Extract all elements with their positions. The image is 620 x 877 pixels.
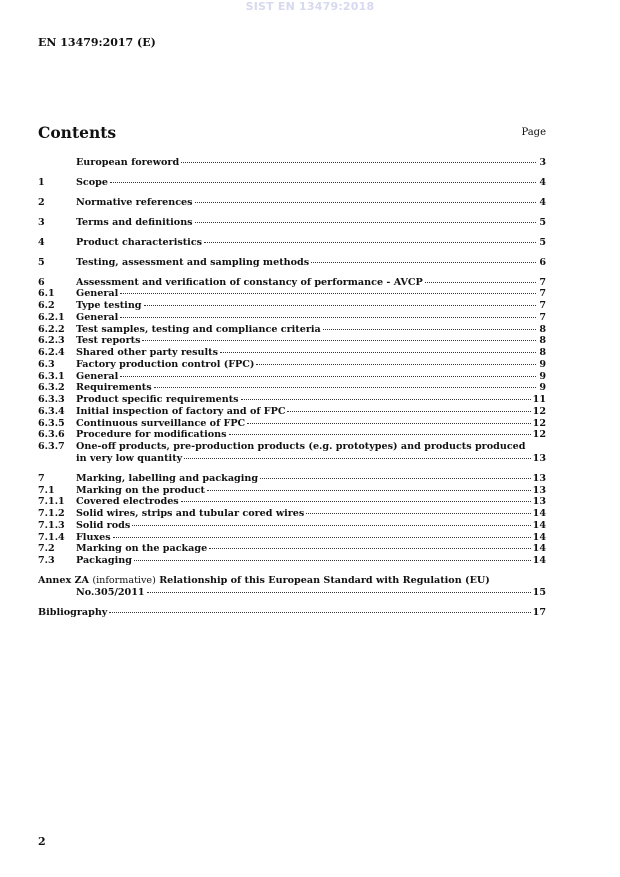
toc-entry[interactable]: [38, 429, 546, 441]
toc-entry[interactable]: [38, 555, 546, 567]
toc-entry-title: Marking on the product: [76, 484, 205, 496]
toc-entry-number: 6.3.5: [38, 417, 65, 429]
toc-entry-number: 7.1.1: [38, 496, 65, 508]
toc-entry-number: 7.1.2: [38, 508, 65, 520]
toc-leader-dots: [256, 364, 536, 365]
toc-entry-number: 7.3: [38, 555, 55, 567]
toc-entry[interactable]: [38, 300, 546, 312]
toc-leader-dots: [147, 592, 531, 593]
toc-entry[interactable]: [38, 441, 546, 453]
toc-leader-dots: [120, 317, 536, 318]
toc-entry[interactable]: [38, 508, 546, 520]
toc-entry[interactable]: [38, 543, 546, 555]
toc-entry-title: Assessment and verification of constancy of performance - AVCP: [76, 276, 423, 288]
toc-entry-page: 9: [539, 370, 546, 382]
toc-entry-title: Testing, assessment and sampling methods: [76, 256, 310, 268]
toc-entry-title: General: [76, 311, 119, 323]
toc-entry-number: 6: [38, 276, 45, 288]
toc-entry-title: Type testing: [76, 300, 142, 312]
toc-entry-number: 7.1.3: [38, 519, 65, 531]
toc-entry[interactable]: [38, 394, 546, 406]
toc-entry-page: 14: [532, 555, 546, 567]
annex-title: Relationship of this European Standard with Regulation (EU): [159, 575, 490, 586]
toc-entry-number: 6.2: [38, 300, 55, 312]
toc-entry-title: Fluxes: [76, 531, 111, 543]
toc-entry-title: Normative references: [76, 196, 193, 208]
toc-entry-number: 7.2: [38, 543, 55, 555]
toc-entry-title: General: [76, 370, 119, 382]
toc-entry-title: in very low quantity: [76, 452, 183, 464]
toc-leader-dots: [154, 387, 536, 388]
toc-entry[interactable]: [38, 347, 546, 359]
toc-entry-page: 13: [532, 472, 546, 484]
toc-leader-dots: [323, 329, 536, 330]
toc-entry-page: 5: [539, 236, 546, 248]
toc-entry-page: 12: [532, 417, 546, 429]
toc-entry[interactable]: [38, 371, 546, 383]
toc-entry[interactable]: [38, 520, 546, 532]
toc-entry-page: 12: [532, 429, 546, 441]
toc-leader-dots: [181, 162, 536, 163]
toc-entry-title: One-off products, pre-production products (e.g. prototypes) and products produced: [76, 441, 526, 453]
toc-leader-dots: [184, 458, 530, 459]
toc-leader-dots: [134, 560, 531, 561]
toc-entry-page: 12: [532, 405, 546, 417]
toc-entry[interactable]: [38, 335, 546, 347]
toc-entry[interactable]: [38, 177, 546, 189]
toc-entry[interactable]: [38, 406, 546, 418]
toc-entry-page: 9: [539, 382, 546, 394]
toc-leader-dots: [181, 501, 531, 502]
toc-leader-dots: [220, 352, 536, 353]
toc-entry-title: Marking, labelling and packaging: [76, 472, 259, 484]
toc-leader-dots: [209, 548, 530, 549]
toc-entry[interactable]: [38, 485, 546, 497]
toc-leader-dots: [260, 478, 531, 479]
page-number: 2: [38, 835, 46, 848]
toc-entry-title: Factory production control (FPC): [76, 358, 255, 370]
toc-entry-number: 6.3: [38, 358, 55, 370]
toc-leader-dots: [311, 262, 536, 263]
toc-entry[interactable]: [38, 324, 546, 336]
contents-title: Contents: [38, 123, 117, 142]
toc-leader-dots: [241, 399, 531, 400]
toc-entry-page: 6: [539, 256, 546, 268]
toc-entry-title: European foreword: [76, 157, 180, 168]
toc-entry-number: 6.3.1: [38, 370, 65, 382]
toc-entry-page: 4: [539, 176, 546, 188]
toc-entry[interactable]: [38, 197, 546, 209]
toc-leader-dots: [109, 612, 530, 613]
toc-entry-page: 9: [539, 358, 546, 370]
watermark: SIST EN 13479:2018: [245, 0, 375, 13]
toc-entry-page: 7: [539, 288, 546, 300]
toc-entry-title: Product characteristics: [76, 236, 203, 248]
toc-leader-dots: [287, 411, 530, 412]
toc-entry[interactable]: [38, 277, 546, 289]
toc-entry[interactable]: [38, 532, 546, 544]
toc-entry-number: 7.1.4: [38, 531, 65, 543]
toc-annex-entry[interactable]: [38, 575, 546, 599]
toc-leader-dots: [110, 182, 536, 183]
toc-entry[interactable]: [38, 453, 546, 465]
toc-list: [38, 157, 546, 567]
toc-entry-number: 7: [38, 472, 45, 484]
toc-entry-title: Covered electrodes: [76, 496, 179, 508]
document-id: EN 13479:2017 (E): [38, 36, 156, 49]
toc-entry-title: General: [76, 288, 119, 300]
toc-entry-page: 7: [539, 276, 546, 288]
toc-entry-title: Requirements: [76, 382, 152, 394]
toc-entry-number: 6.2.1: [38, 311, 65, 323]
toc-leader-dots: [204, 242, 536, 243]
toc-entry[interactable]: [38, 288, 546, 300]
toc-entry-page: 13: [532, 452, 546, 464]
annex-title-cont: No.305/2011: [76, 586, 145, 598]
toc-entry-page: 5: [539, 216, 546, 228]
toc-entry-number: 6.2.2: [38, 323, 65, 335]
toc-entry-number: 4: [38, 236, 45, 248]
toc-entry[interactable]: [38, 312, 546, 324]
toc-entry-title: Terms and definitions: [76, 216, 193, 228]
toc-leader-dots: [425, 282, 536, 283]
toc-entry-number: 6.3.6: [38, 429, 65, 441]
toc-entry-page: 14: [532, 531, 546, 543]
table-of-contents: [38, 157, 546, 618]
toc-entry-page: 8: [539, 335, 546, 347]
toc-entry-number: 6.2.3: [38, 335, 65, 347]
toc-entry[interactable]: [38, 382, 546, 394]
toc-entry-page: 3: [539, 157, 546, 168]
toc-leader-dots: [229, 434, 531, 435]
annex-label: Annex ZA: [38, 575, 90, 586]
toc-entry[interactable]: [38, 257, 546, 269]
toc-entry-title: Scope: [76, 176, 108, 188]
bibliography-title: Bibliography: [38, 606, 108, 618]
toc-entry-title: Marking on the package: [76, 543, 208, 555]
toc-entry-page: 8: [539, 323, 546, 335]
toc-entry-page: 11: [532, 394, 546, 406]
toc-leader-dots: [306, 513, 530, 514]
toc-leader-dots: [195, 202, 536, 203]
toc-entry-page: 14: [532, 543, 546, 555]
toc-entry-title: Test samples, testing and compliance criteria: [76, 323, 321, 335]
toc-entry-title: Test reports: [76, 335, 141, 347]
toc-entry[interactable]: [38, 237, 546, 249]
toc-leader-dots: [113, 537, 531, 538]
toc-leader-dots: [144, 305, 536, 306]
toc-entry-title: Shared other party results: [76, 347, 218, 359]
toc-entry-page: 7: [539, 300, 546, 312]
toc-entry-number: 7.1: [38, 484, 55, 496]
toc-entry-page: 8: [539, 347, 546, 359]
toc-leader-dots: [142, 340, 536, 341]
toc-bibliography-entry[interactable]: [38, 607, 546, 619]
toc-entry-page: 13: [532, 484, 546, 496]
toc-entry-title: Procedure for modifications: [76, 429, 227, 441]
toc-entry[interactable]: [38, 418, 546, 430]
toc-entry-number: 6.1: [38, 288, 55, 300]
toc-entry-number: 6.2.4: [38, 347, 65, 359]
toc-leader-dots: [120, 376, 536, 377]
toc-leader-dots: [207, 490, 531, 491]
toc-entry-page: 13: [532, 496, 546, 508]
bibliography-page: 17: [532, 606, 546, 618]
toc-entry-number: 6.3.4: [38, 405, 65, 417]
toc-entry[interactable]: [38, 217, 546, 229]
annex-qualifier: (informative): [92, 575, 156, 586]
toc-entry-number: 3: [38, 216, 45, 228]
toc-entry[interactable]: [38, 359, 546, 371]
toc-leader-dots: [247, 423, 530, 424]
toc-entry-title: Solid rods: [76, 519, 131, 531]
annex-page: 15: [532, 586, 546, 598]
toc-leader-dots: [195, 222, 536, 223]
toc-entry-title: Packaging: [76, 555, 132, 567]
toc-entry-title: Product specific requirements: [76, 394, 239, 406]
toc-leader-dots: [132, 525, 530, 526]
toc-entry[interactable]: [38, 473, 546, 485]
toc-entry-title: Solid wires, strips and tubular cored wires: [76, 508, 305, 520]
toc-entry-title: Initial inspection of factory and of FPC: [76, 405, 286, 417]
toc-entry-page: 14: [532, 519, 546, 531]
toc-entry-page: 14: [532, 508, 546, 520]
toc-entry-page: 4: [539, 196, 546, 208]
toc-entry-number: 6.3.3: [38, 394, 65, 406]
toc-entry-number: 5: [38, 256, 45, 268]
toc-entry[interactable]: [38, 157, 546, 169]
toc-entry-number: 6.3.7: [38, 441, 65, 453]
toc-entry[interactable]: [38, 496, 546, 508]
toc-leader-dots: [120, 293, 536, 294]
toc-entry-title: Continuous surveillance of FPC: [76, 417, 246, 429]
toc-entry-number: 6.3.2: [38, 382, 65, 394]
toc-entry-page: 7: [539, 311, 546, 323]
page-column-label: Page: [521, 127, 546, 138]
toc-entry-number: 1: [38, 176, 45, 188]
toc-entry-number: 2: [38, 196, 45, 208]
